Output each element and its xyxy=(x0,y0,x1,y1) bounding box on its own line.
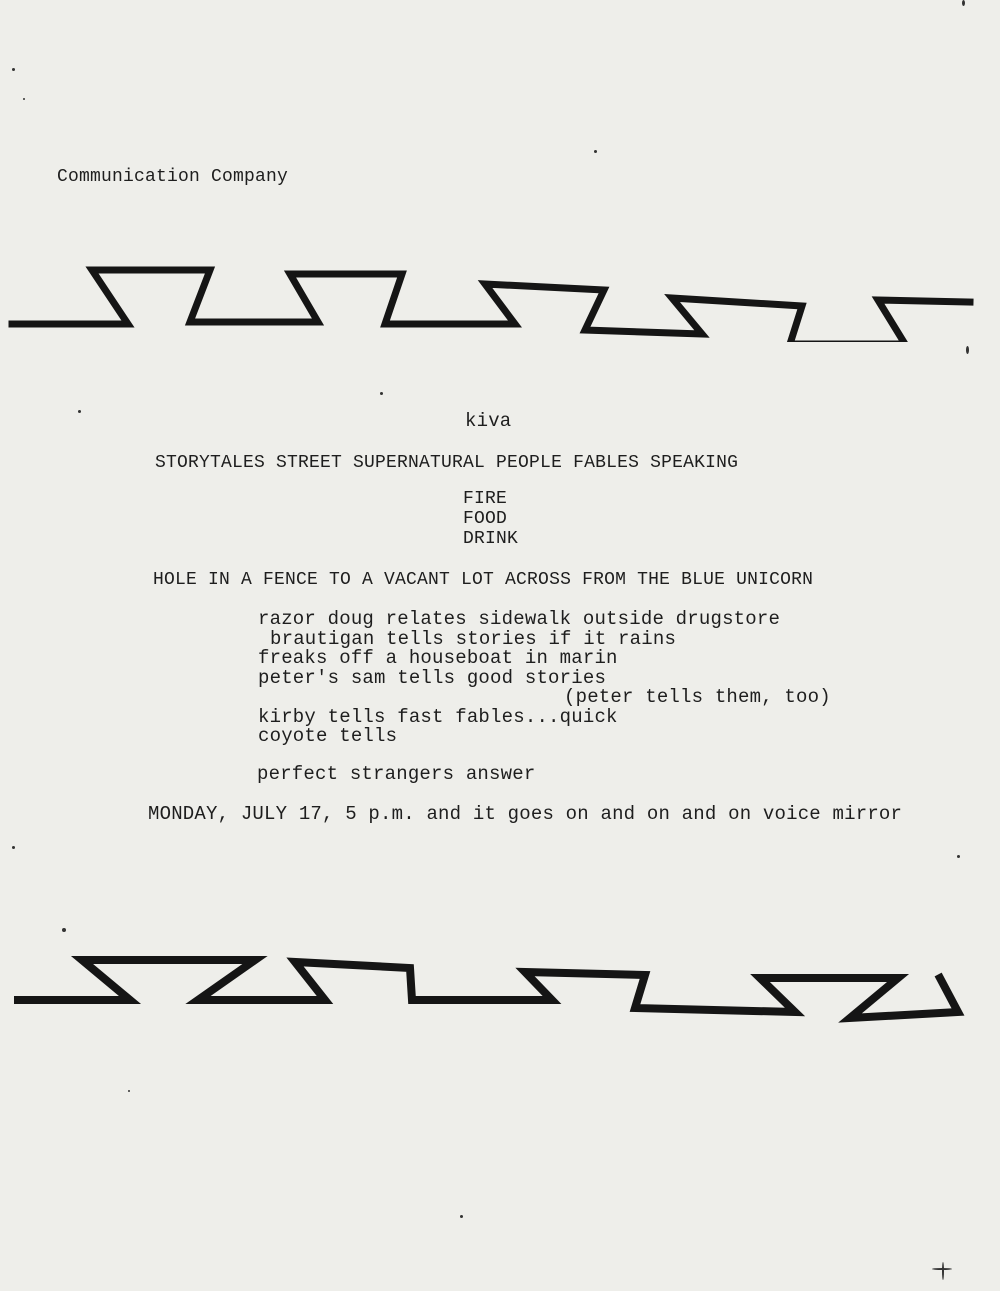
offering-item: FOOD xyxy=(463,509,508,529)
speck xyxy=(12,846,15,849)
teller-line: brautigan tells stories if it rains xyxy=(270,627,677,650)
answer-line: perfect strangers answer xyxy=(257,763,536,785)
speck xyxy=(966,346,969,354)
speck xyxy=(12,68,15,71)
zigzag-border-icon xyxy=(0,950,1000,1030)
teller-line: peter's sam tells good stories xyxy=(258,666,607,689)
speck xyxy=(962,0,965,6)
speck xyxy=(957,855,960,858)
storytellers-list xyxy=(258,610,831,747)
event-location: HOLE IN A FENCE TO A VACANT LOT ACROSS FROM THE BLUE UNICORN xyxy=(153,570,814,590)
speck xyxy=(380,392,383,395)
teller-line: (peter tells them, too) xyxy=(564,686,831,708)
offering-item: FIRE xyxy=(463,489,508,509)
event-datetime: MONDAY, JULY 17, 5 p.m. and it goes on and on and on voice mirror xyxy=(148,803,903,825)
teller-line: kirby tells fast fables...quick xyxy=(258,705,618,728)
speck xyxy=(460,1215,463,1218)
speck xyxy=(23,98,25,100)
organization-header: Communication Company xyxy=(57,167,289,187)
zigzag-border-icon xyxy=(0,262,1000,342)
teller-line: coyote tells xyxy=(258,725,398,747)
speck xyxy=(128,1090,130,1092)
teller-line: freaks off a houseboat in marin xyxy=(258,647,618,669)
offerings-list xyxy=(463,489,518,549)
speck xyxy=(942,1262,944,1280)
speck xyxy=(62,928,66,932)
teller-line: razor doug relates sidewalk outside drugstore xyxy=(258,608,781,630)
offering-item: DRINK xyxy=(463,529,519,549)
speck xyxy=(932,1268,952,1270)
event-title: kiva xyxy=(465,410,512,432)
speck xyxy=(78,410,81,413)
event-subtitle: STORYTALES STREET SUPERNATURAL PEOPLE FABLES SPEAKING xyxy=(155,453,739,473)
speck xyxy=(594,150,597,153)
